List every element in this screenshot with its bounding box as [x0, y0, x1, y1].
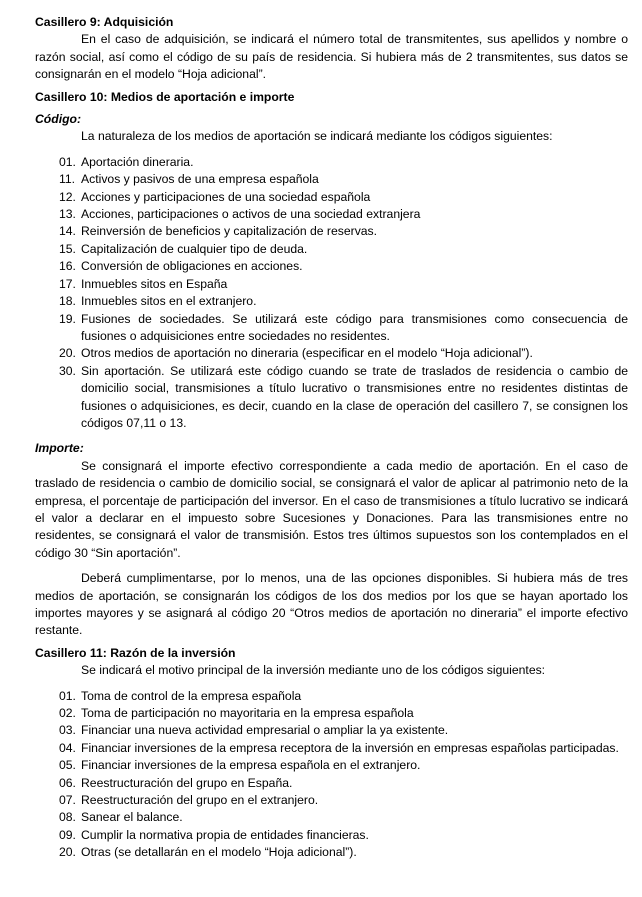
code-description: Financiar inversiones de la empresa receptora de la inversión en empresas españolas participadas. [81, 740, 619, 755]
code-list-item [59, 844, 628, 861]
code-number: 03. [59, 723, 76, 738]
importe-label: Importe: [35, 441, 84, 456]
code-description: Financiar inversiones de la empresa española en el extranjero. [81, 758, 421, 773]
code-list-item [59, 189, 628, 206]
code-number: 04. [59, 740, 76, 755]
code-description: Inmuebles sitos en el extranjero. [81, 294, 257, 309]
code-description: Cumplir la normativa propia de entidades financieras. [81, 827, 369, 842]
code-list-item [59, 345, 628, 362]
razon-codes-list [35, 688, 628, 862]
code-list-item [59, 827, 628, 844]
code-number: 11. [59, 172, 76, 187]
code-number: 13. [59, 207, 76, 222]
code-description: Capitalización de cualquier tipo de deuda. [81, 241, 308, 256]
code-list-item [59, 792, 628, 809]
code-list-item [59, 705, 628, 722]
code-description: Toma de control de la empresa española [81, 688, 302, 703]
code-list-item [59, 276, 628, 293]
code-number: 17. [59, 276, 76, 291]
codigo-label: Código: [35, 112, 82, 127]
aportacion-codes-list [35, 154, 628, 433]
code-list-item [59, 154, 628, 171]
code-number: 18. [59, 294, 76, 309]
code-number: 15. [59, 241, 76, 256]
code-list-item [59, 206, 628, 223]
code-description: Otras (se detallarán en el modelo “Hoja adicional”). [81, 845, 357, 860]
code-description: Inmuebles sitos en España [81, 276, 228, 291]
code-number: 14. [59, 224, 76, 239]
code-number: 08. [59, 810, 76, 825]
code-number: 06. [59, 775, 76, 790]
code-list-item [59, 688, 628, 705]
code-description: Sanear el balance. [81, 810, 183, 825]
code-number: 01. [59, 688, 76, 703]
code-number: 19. [59, 311, 76, 326]
importe-paragraph-2: Deberá cumplimentarse, por lo menos, una de las opciones disponibles. Si hubiera más de tres medios de aportación, se consignarán los códigos de los dos medios por los que se hayan aportado los importes mayores y se asignará al código 20 “Otros medios de aportación no dineraria” el importe efectivo restante. [35, 571, 628, 638]
code-list-item [59, 311, 628, 346]
code-description: Sin aportación. Se utilizará este código cuando se trate de traslados de residencia o cambio de domicilio social, transmisiones a título lucrativo o transmisiones entre no residentes distintas de fusiones o adquisiciones, es decir, cuando en la clase de operación del casillero 7, se consignen los códigos 07,11 o 13. [81, 363, 628, 430]
code-description: Financiar una nueva actividad empresarial o ampliar la ya existente. [81, 723, 449, 738]
code-list-item [59, 722, 628, 739]
code-list-item [59, 223, 628, 240]
code-list-item [59, 740, 628, 757]
code-description: Toma de participación no mayoritaria en la empresa española [81, 706, 414, 721]
code-list-item [59, 241, 628, 258]
importe-paragraph-1: Se consignará el importe efectivo correspondiente a cada medio de aportación. En el caso de traslado de residencia o cambio de domicilio social, se consignará el valor de aplicar al patrimonio neto de la empresa, el porcentaje de participación del inversor. En el caso de transmisiones a título lucrativo se indicará el valor a declarar en el impuesto sobre Sucesiones y Donaciones. Para las transmisiones entre no residentes, se consignará el valor de transmisión. Estos tres últimos supuestos son los contemplados en el código 30 “Sin aportación”. [35, 458, 628, 560]
code-description: Acciones, participaciones o activos de una sociedad extranjera [81, 207, 421, 222]
section-9-paragraph: En el caso de adquisición, se indicará el número total de transmitentes, sus apellidos y nombre o razón social, así como el código de su país de residencia. Si hubiera más de 2 transmitentes, sus datos se consignarán en el modelo “Hoja adicional”. [35, 32, 628, 82]
code-number: 20. [59, 346, 76, 361]
code-description: Fusiones de sociedades. Se utilizará este código para transmisiones como consecuencia de fusiones o adquisiciones entre sociedades no residentes. [81, 311, 628, 343]
codigo-intro: La naturaleza de los medios de aportación se indicará mediante los códigos siguientes: [81, 129, 553, 144]
code-description: Conversión de obligaciones en acciones. [81, 259, 303, 274]
code-number: 05. [59, 758, 76, 773]
code-list-item [59, 757, 628, 774]
code-list-item [59, 258, 628, 275]
code-list-item [59, 363, 628, 433]
section-9-heading: Casillero 9: Adquisición [35, 15, 174, 29]
code-list-item [59, 809, 628, 826]
code-number: 16. [59, 259, 76, 274]
section-11-intro: Se indicará el motivo principal de la inversión mediante uno de los códigos siguientes: [81, 663, 546, 678]
code-description: Reinversión de beneficios y capitalización de reservas. [81, 224, 378, 239]
code-number: 01. [59, 154, 76, 169]
section-10-heading: Casillero 10: Medios de aportación e importe [35, 89, 295, 104]
code-list-item [59, 293, 628, 310]
code-list-item [59, 171, 628, 188]
code-description: Activos y pasivos de una empresa española [81, 172, 319, 187]
code-list-item [59, 775, 628, 792]
code-description: Aportación dineraria. [81, 154, 194, 169]
section-11-heading: Casillero 11: Razón de la inversión [35, 645, 236, 660]
code-number: 20. [59, 845, 76, 860]
code-number: 30. [59, 363, 76, 378]
code-description: Otros medios de aportación no dineraria (especificar en el modelo “Hoja adicional”). [81, 346, 533, 361]
code-number: 09. [59, 827, 76, 842]
code-number: 12. [59, 189, 76, 204]
code-description: Reestructuración del grupo en España. [81, 775, 293, 790]
code-description: Acciones y participaciones de una sociedad española [81, 189, 371, 204]
code-number: 07. [59, 793, 76, 808]
code-number: 02. [59, 706, 76, 721]
code-description: Reestructuración del grupo en el extranjero. [81, 793, 319, 808]
